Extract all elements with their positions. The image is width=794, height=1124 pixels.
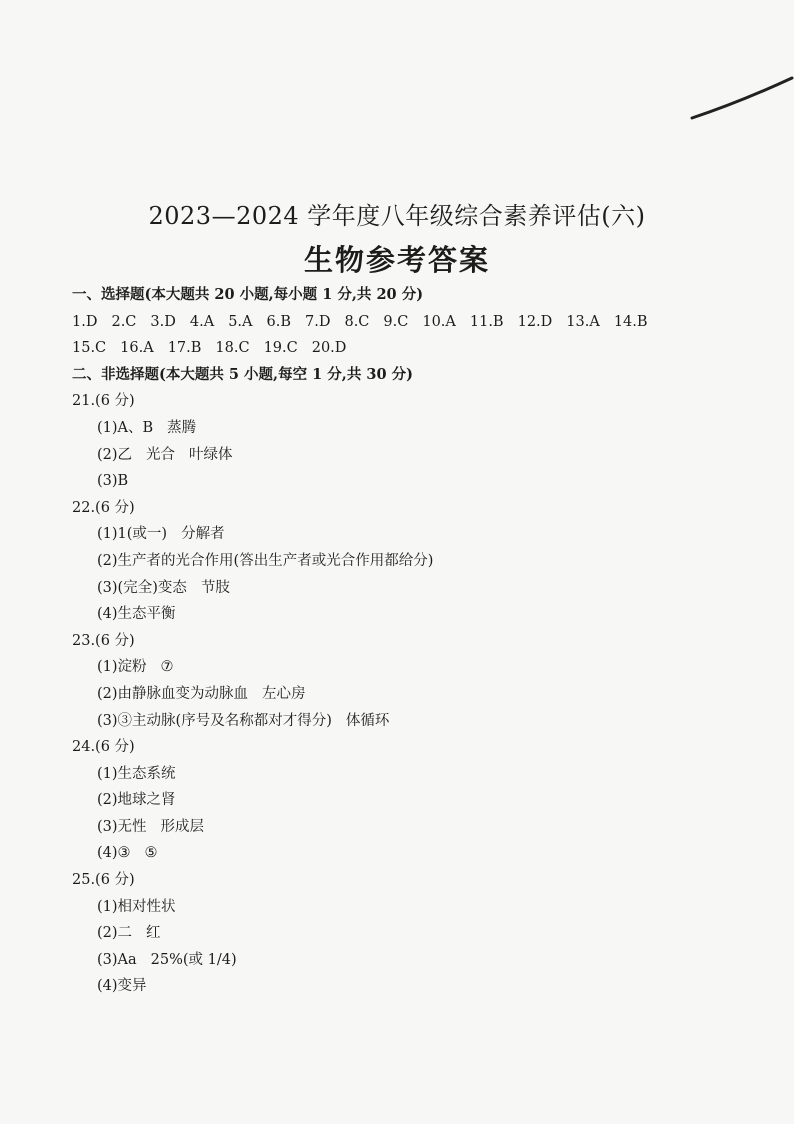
answer-text: (2)生产者的光合作用(答出生产者或光合作用都给分) xyxy=(97,552,434,569)
question-label: 21.(6 分) xyxy=(72,393,135,410)
answer-text: (3)无性 xyxy=(97,818,147,835)
choice-answer: 13.A xyxy=(566,313,600,330)
sub-answer-line xyxy=(72,681,762,708)
sub-answer-line xyxy=(72,840,762,867)
answer-text: ⑦ xyxy=(160,659,174,676)
sub-answer-line xyxy=(72,415,762,442)
choice-answer: 6.B xyxy=(266,313,291,330)
choice-answer: 18.C xyxy=(215,340,250,357)
answer-text: 体循环 xyxy=(345,712,390,729)
choice-answer: 20.D xyxy=(311,340,347,357)
choice-answer: 17.B xyxy=(167,340,202,357)
nonchoice-questions xyxy=(72,388,762,1000)
choice-answer: 19.C xyxy=(263,340,298,357)
answer-text: (1)1(或一) xyxy=(97,526,168,543)
section-heading-choice: 一、选择题(本大题共 20 小题,每小题 1 分,共 20 分) xyxy=(72,286,424,303)
answer-text: 叶绿体 xyxy=(189,446,233,463)
answer-content xyxy=(72,282,762,1000)
answer-text: (3)B xyxy=(97,473,129,490)
answer-text: (3)Aa xyxy=(97,951,137,968)
answer-text: 左心房 xyxy=(262,685,306,702)
answer-text: 节肢 xyxy=(200,579,230,596)
choice-answer: 4.A xyxy=(189,313,215,330)
answer-text: (4)变异 xyxy=(97,978,147,995)
answer-text: 光合 xyxy=(146,446,176,463)
choice-answer: 5.A xyxy=(228,313,253,330)
sub-answer-line xyxy=(72,575,762,602)
question-label: 23.(6 分) xyxy=(72,632,135,649)
sub-answer-line xyxy=(72,708,762,735)
answer-text: (1)生态系统 xyxy=(97,765,176,782)
choice-answer: 15.C xyxy=(72,340,107,357)
sub-answer-line xyxy=(72,468,762,495)
choice-answer: 16.A xyxy=(120,340,154,357)
sub-answer-line xyxy=(72,787,762,814)
choice-answer: 14.B xyxy=(613,313,648,330)
answer-text: 红 xyxy=(146,925,161,942)
choice-answer: 9.C xyxy=(383,313,409,330)
answer-text: (3)③主动脉(序号及名称都对才得分) xyxy=(97,712,332,729)
answer-text: ⑤ xyxy=(144,845,158,862)
sub-answer-line xyxy=(72,521,762,548)
choice-answer: 1.D xyxy=(72,313,98,330)
answer-text: (1)淀粉 xyxy=(97,659,147,676)
page-title: 2023—2024 学年度八年级综合素养评估(六) xyxy=(148,202,646,230)
sub-answer-line xyxy=(72,973,762,1000)
choice-answer: 7.D xyxy=(305,313,331,330)
sub-answer-line xyxy=(72,601,762,628)
sub-answer-line xyxy=(72,761,762,788)
choice-answer: 12.D xyxy=(517,313,553,330)
answer-text: 分解者 xyxy=(181,526,225,543)
answer-text: (2)地球之肾 xyxy=(97,792,176,809)
section-heading-nonchoice: 二、非选择题(本大题共 5 小题,每空 1 分,共 30 分) xyxy=(72,365,413,383)
choice-answer: 11.B xyxy=(469,313,504,330)
answer-text: 形成层 xyxy=(160,818,205,835)
choice-answers-row-1 xyxy=(72,309,762,336)
sub-answer-line xyxy=(72,548,762,575)
answer-text: (3)(完全)变态 xyxy=(97,579,187,596)
pen-stroke-mark xyxy=(0,0,794,140)
question-label: 24.(6 分) xyxy=(72,739,135,756)
sub-answer-line xyxy=(72,654,762,681)
answer-text: 蒸腾 xyxy=(167,419,197,436)
sub-answer-line xyxy=(72,442,762,469)
choice-answers-row-2 xyxy=(72,335,762,362)
answer-text: (2)由静脉血变为动脉血 xyxy=(97,685,249,702)
sub-answer-line xyxy=(72,814,762,841)
answer-text: (1)相对性状 xyxy=(97,898,176,915)
answer-text: (4)生态平衡 xyxy=(97,606,176,623)
answer-text: (1)A、B xyxy=(97,419,154,436)
answer-text: 25%(或 1/4) xyxy=(150,951,237,968)
answer-text: (2)二 xyxy=(97,925,133,942)
page-subtitle: 生物参考答案 xyxy=(303,243,490,277)
question-label: 25.(6 分) xyxy=(72,872,135,889)
answer-text: (4)③ xyxy=(97,845,131,862)
choice-answer: 8.C xyxy=(344,313,370,330)
question-label: 22.(6 分) xyxy=(72,499,135,516)
choice-answer: 3.D xyxy=(150,313,176,330)
sub-answer-line xyxy=(72,894,762,921)
choice-answer: 2.C xyxy=(111,313,137,330)
sub-answer-line xyxy=(72,920,762,947)
answer-text: (2)乙 xyxy=(97,446,133,463)
choice-answer: 10.A xyxy=(422,313,456,330)
sub-answer-line xyxy=(72,947,762,974)
